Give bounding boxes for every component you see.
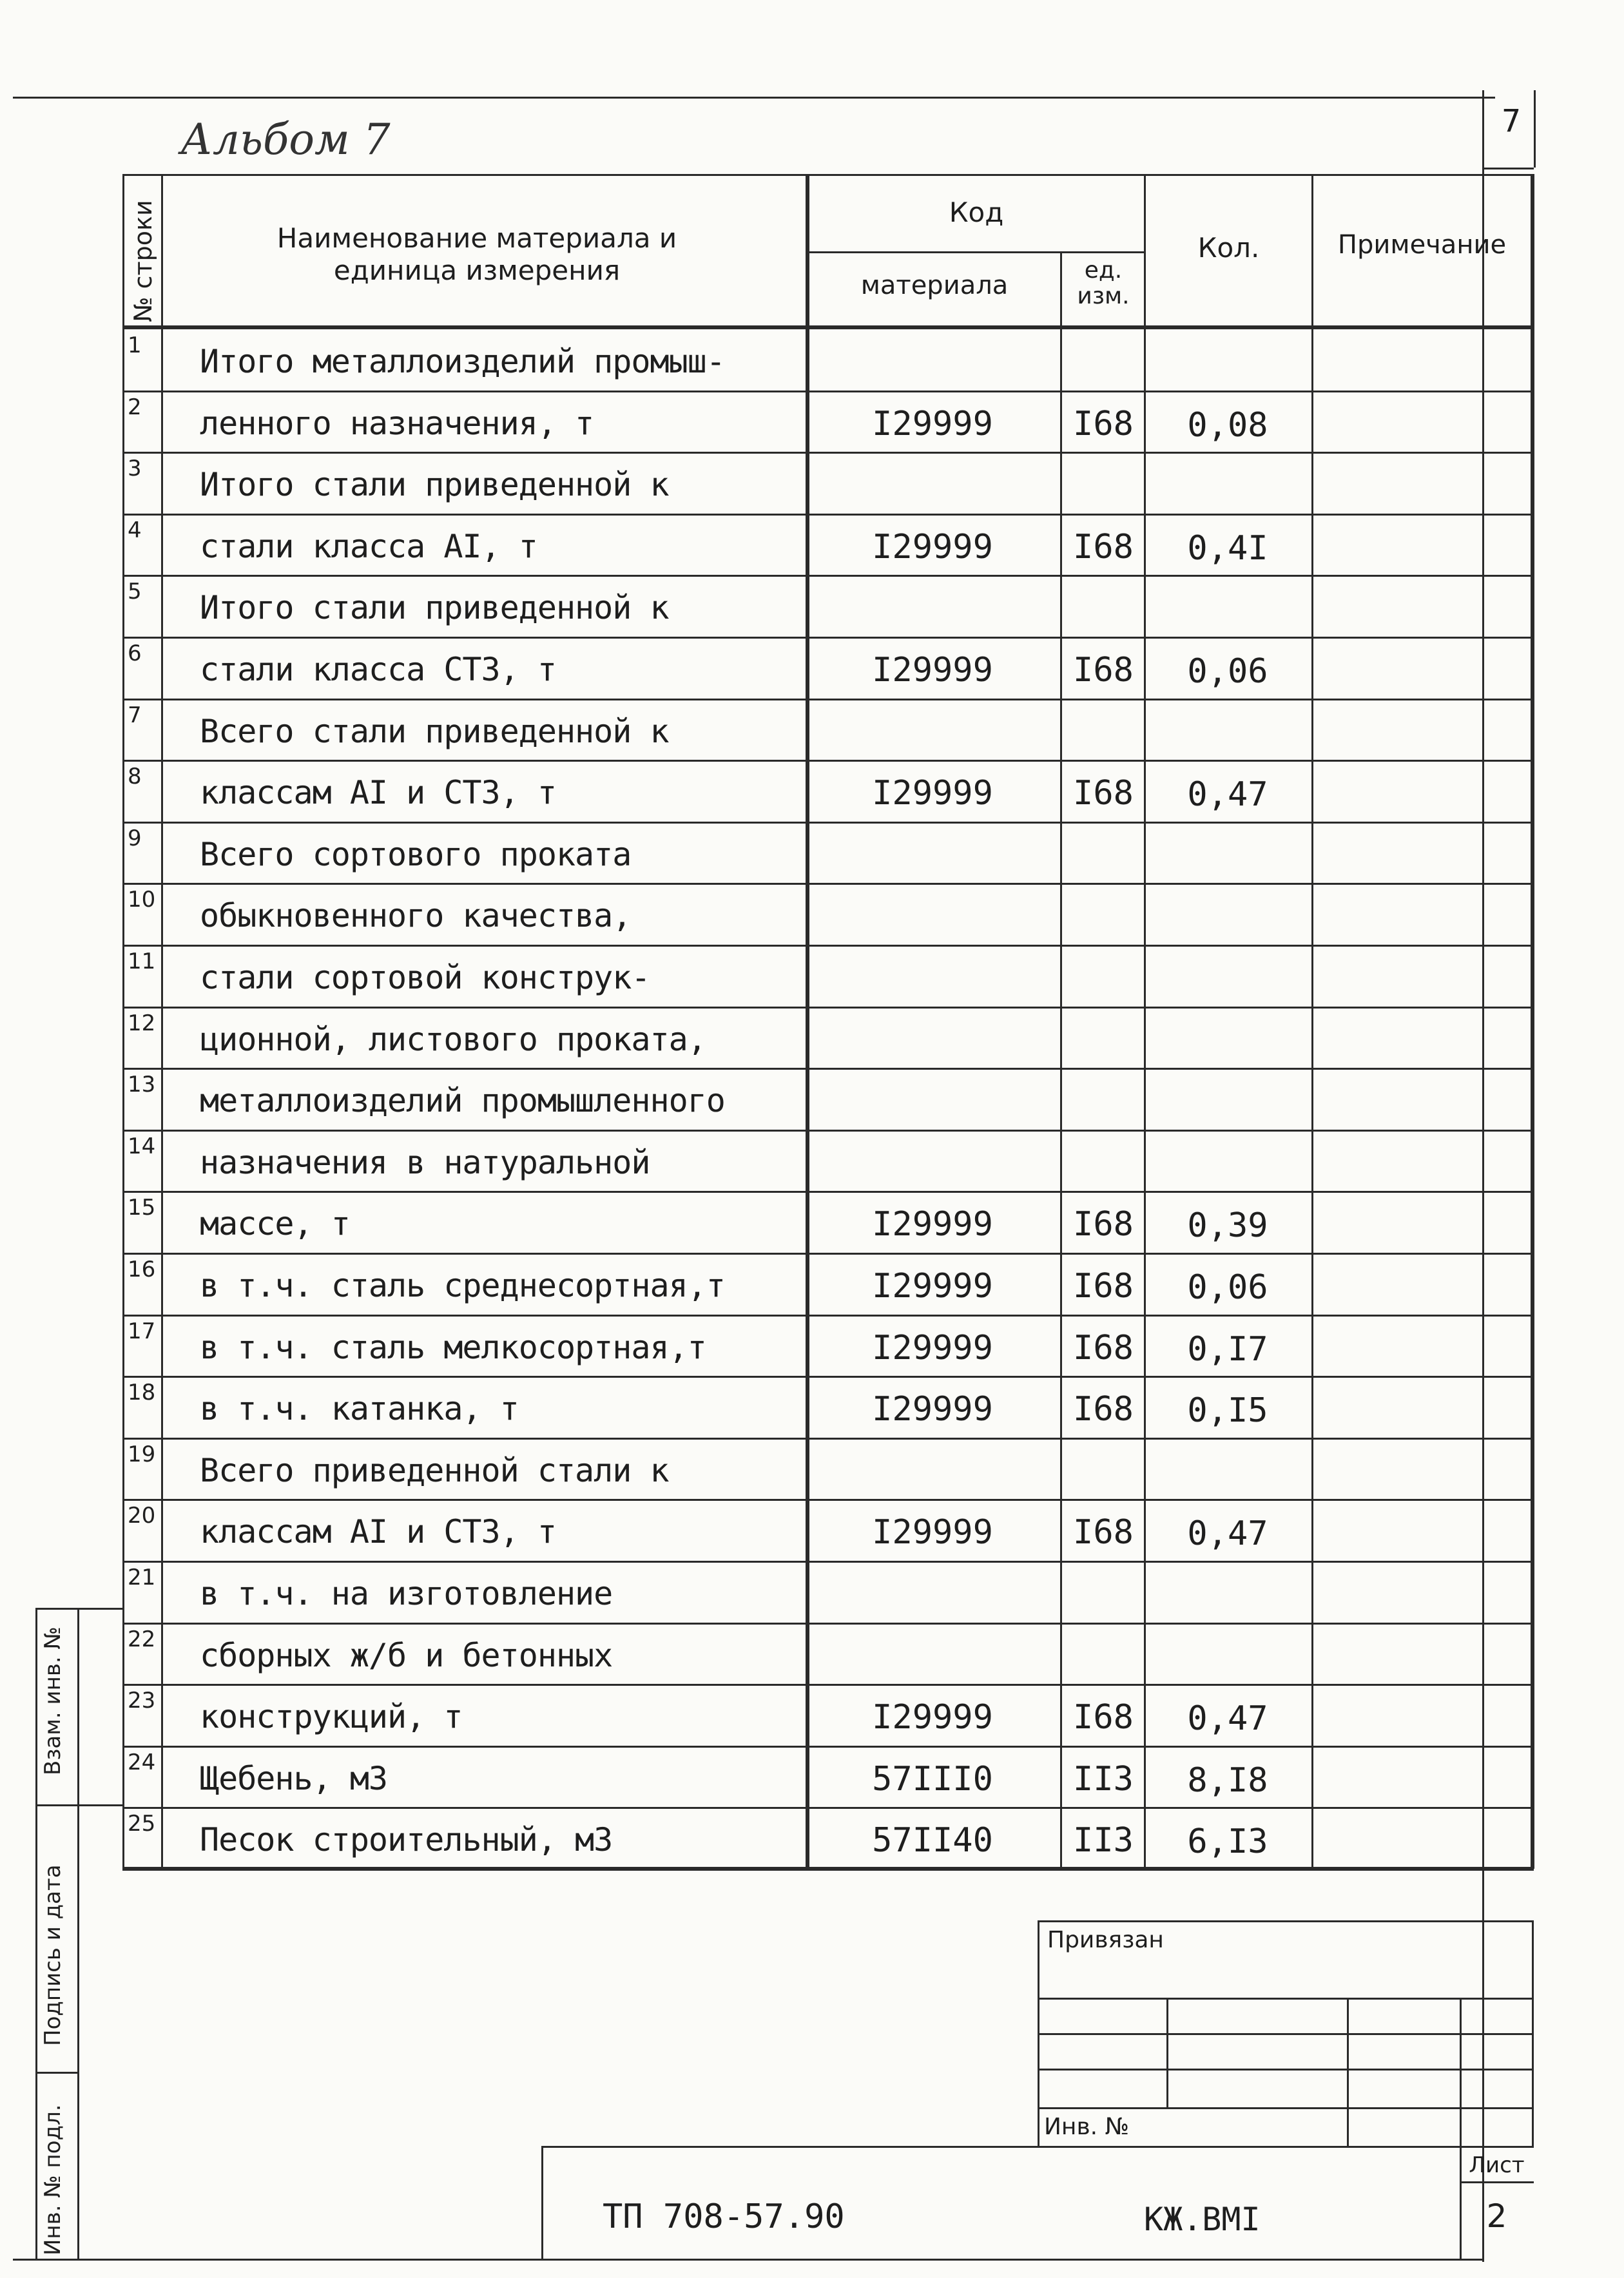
row-line bbox=[122, 452, 1534, 454]
row-material-name: Всего стали приведенной к bbox=[200, 712, 669, 750]
row-line bbox=[122, 1684, 1534, 1686]
row-material-code: I29999 bbox=[872, 404, 993, 443]
sheet-label: Лист bbox=[1469, 2152, 1525, 2178]
row-number: 23 bbox=[128, 1688, 156, 1714]
row-quantity: 0,06 bbox=[1187, 1268, 1268, 1307]
row-material-name: ленного назначения, т bbox=[200, 404, 594, 442]
header-material-code: материала bbox=[860, 271, 1009, 300]
row-number: 24 bbox=[128, 1749, 156, 1775]
row-material-code: 57II40 bbox=[872, 1821, 993, 1860]
row-material-code: I29999 bbox=[872, 1390, 993, 1429]
row-quantity: 0,4I bbox=[1187, 528, 1268, 568]
row-quantity: 0,06 bbox=[1187, 652, 1268, 691]
row-number: 9 bbox=[128, 825, 142, 851]
row-quantity: 0,I7 bbox=[1187, 1329, 1268, 1369]
row-material-name: Песок строительный, м3 bbox=[200, 1821, 613, 1859]
row-line bbox=[122, 1561, 1534, 1563]
row-unit: I68 bbox=[1073, 1698, 1134, 1737]
row-line bbox=[122, 1746, 1534, 1748]
row-material-code: I29999 bbox=[872, 774, 993, 813]
row-material-code: I29999 bbox=[872, 1267, 993, 1306]
row-material-code: I29999 bbox=[872, 1328, 993, 1367]
row-line bbox=[122, 1376, 1534, 1378]
row-line bbox=[122, 883, 1534, 885]
attached-label: Привязан bbox=[1047, 1927, 1164, 1953]
row-material-code: 57III0 bbox=[872, 1759, 993, 1799]
row-number: 7 bbox=[128, 702, 142, 728]
row-number: 14 bbox=[128, 1133, 156, 1159]
row-number: 18 bbox=[128, 1380, 156, 1406]
row-material-name: металлоизделий промышленного bbox=[200, 1082, 725, 1120]
row-line bbox=[122, 514, 1534, 516]
row-number: 4 bbox=[128, 517, 142, 543]
row-number: 17 bbox=[128, 1318, 156, 1344]
col-line-qty bbox=[1311, 174, 1313, 1869]
row-number: 8 bbox=[128, 764, 142, 790]
row-line bbox=[122, 699, 1534, 700]
row-material-name: сборных ж/б и бетонных bbox=[200, 1636, 613, 1674]
row-number: 1 bbox=[128, 333, 142, 358]
side-stamp-line-1 bbox=[35, 1608, 122, 1610]
row-material-code: I29999 bbox=[872, 527, 993, 566]
row-unit: II3 bbox=[1073, 1759, 1134, 1799]
row-quantity: 8,I8 bbox=[1187, 1761, 1268, 1800]
row-line bbox=[122, 575, 1534, 577]
page-number-top: 7 bbox=[1501, 103, 1522, 139]
row-material-name: обыкновенного качества, bbox=[200, 897, 632, 935]
row-material-name: классам AI и СТ3, т bbox=[200, 1513, 556, 1551]
row-quantity: 0,08 bbox=[1187, 405, 1268, 445]
row-line bbox=[122, 1191, 1534, 1193]
stamp-top-line bbox=[541, 2146, 1534, 2148]
row-line bbox=[122, 822, 1534, 824]
page-number-box-bottom bbox=[1482, 168, 1534, 169]
stamp-sheet-line bbox=[1460, 2181, 1534, 2183]
row-material-name: ционной, листового проката, bbox=[200, 1020, 706, 1058]
row-material-code: I29999 bbox=[872, 651, 993, 690]
row-material-name: массе, т bbox=[200, 1205, 350, 1243]
row-line bbox=[122, 1499, 1534, 1501]
row-material-name: Всего приведенной стали к bbox=[200, 1451, 669, 1489]
row-line bbox=[122, 1623, 1534, 1625]
row-quantity: 0,I5 bbox=[1187, 1391, 1268, 1431]
frame-top-line bbox=[13, 97, 1495, 99]
row-number: 3 bbox=[128, 456, 142, 482]
sheet-number: 2 bbox=[1486, 2197, 1507, 2235]
row-material-name: конструкций, т bbox=[200, 1698, 463, 1736]
row-material-name: Итого стали приведенной к bbox=[200, 589, 669, 627]
row-material-name: классам AI и СТ3, т bbox=[200, 774, 556, 812]
row-line bbox=[122, 1068, 1534, 1070]
frame-bottom-line bbox=[13, 2259, 1484, 2261]
header-row-no: № строки bbox=[129, 200, 157, 322]
row-material-name: назначения в натуральной bbox=[200, 1143, 650, 1181]
row-material-name: Щебень, м3 bbox=[200, 1759, 388, 1797]
project-code: ТП 708-57.90 bbox=[603, 2197, 845, 2236]
row-number: 25 bbox=[128, 1811, 156, 1837]
row-material-name: в т.ч. сталь среднесортная,т bbox=[200, 1267, 725, 1304]
row-line bbox=[122, 637, 1534, 639]
row-line bbox=[122, 760, 1534, 762]
table-bottom-line bbox=[122, 1869, 1534, 1871]
code-subheader-line bbox=[806, 251, 1144, 253]
row-number: 13 bbox=[128, 1072, 156, 1098]
row-number: 5 bbox=[128, 579, 142, 605]
header-code: Код bbox=[949, 197, 1004, 228]
col-line-note bbox=[1531, 174, 1534, 1869]
row-unit: I68 bbox=[1073, 1513, 1134, 1552]
row-line bbox=[122, 1130, 1534, 1132]
row-material-code: I29999 bbox=[872, 1698, 993, 1737]
row-number: 10 bbox=[128, 887, 156, 913]
row-line bbox=[122, 1315, 1534, 1317]
row-material-name: стали сортовой конструк- bbox=[200, 959, 650, 996]
inv-no-label: Инв. № bbox=[1044, 2114, 1130, 2140]
row-quantity: 0,39 bbox=[1187, 1206, 1268, 1246]
side-inv-no-orig: Инв. № подл. bbox=[40, 2104, 66, 2255]
row-quantity: 0,47 bbox=[1187, 1699, 1268, 1739]
side-stamp-line-2 bbox=[35, 1804, 122, 1806]
side-stamp-outer bbox=[35, 1608, 37, 2259]
attached-col-3 bbox=[1460, 1998, 1462, 2146]
row-number: 22 bbox=[128, 1626, 156, 1652]
row-unit: I68 bbox=[1073, 1328, 1134, 1367]
header-bottom-line bbox=[122, 325, 1534, 329]
row-unit: I68 bbox=[1073, 527, 1134, 566]
side-stamp-inner bbox=[77, 1608, 79, 2259]
row-material-code: I29999 bbox=[872, 1205, 993, 1244]
row-line bbox=[122, 1438, 1534, 1440]
row-line bbox=[122, 1007, 1534, 1009]
attached-col-1 bbox=[1166, 1998, 1168, 2107]
row-quantity: 0,47 bbox=[1187, 775, 1268, 815]
row-material-name: в т.ч. на изготовление bbox=[200, 1575, 613, 1612]
side-stamp-line-3 bbox=[35, 2072, 77, 2074]
header-unit: ед. изм. bbox=[1077, 257, 1130, 309]
row-unit: I68 bbox=[1073, 1390, 1134, 1429]
page-number-box-right bbox=[1534, 90, 1536, 168]
row-material-code: I29999 bbox=[872, 1513, 993, 1552]
row-number: 16 bbox=[128, 1257, 156, 1282]
row-unit: I68 bbox=[1073, 651, 1134, 690]
row-number: 2 bbox=[128, 394, 142, 420]
header-quantity: Кол. bbox=[1197, 232, 1260, 264]
row-material-name: Итого металлоизделий промыш- bbox=[200, 343, 725, 380]
row-number: 12 bbox=[128, 1010, 156, 1036]
document-code: КЖ.ВМI bbox=[1144, 2201, 1261, 2238]
row-line bbox=[122, 1253, 1534, 1255]
row-line bbox=[122, 945, 1534, 947]
row-line bbox=[122, 1807, 1534, 1809]
row-material-name: стали класса СТ3, т bbox=[200, 651, 556, 688]
attached-col-2 bbox=[1347, 1998, 1349, 2146]
stamp-left-line bbox=[541, 2146, 543, 2261]
row-quantity: 0,47 bbox=[1187, 1514, 1268, 1554]
row-number: 20 bbox=[128, 1503, 156, 1529]
row-number: 19 bbox=[128, 1441, 156, 1467]
row-number: 6 bbox=[128, 641, 142, 666]
row-material-name: Итого стали приведенной к bbox=[200, 466, 669, 504]
col-line-code bbox=[1060, 251, 1062, 1869]
row-unit: II3 bbox=[1073, 1821, 1134, 1860]
row-unit: I68 bbox=[1073, 1267, 1134, 1306]
page-number-box-left bbox=[1482, 90, 1484, 168]
header-material-name: Наименование материала и единица измерения bbox=[276, 222, 677, 286]
row-unit: I68 bbox=[1073, 404, 1134, 443]
row-material-name: Всего сортового проката bbox=[200, 835, 632, 873]
album-label: Альбом 7 bbox=[180, 115, 391, 164]
row-number: 11 bbox=[128, 949, 156, 974]
side-signature-date: Подпись и дата bbox=[40, 1864, 66, 2046]
row-number: 15 bbox=[128, 1195, 156, 1221]
side-replace-inv: Взам. инв. № bbox=[40, 1626, 66, 1775]
row-number: 21 bbox=[128, 1565, 156, 1590]
header-note: Примечание bbox=[1337, 230, 1507, 260]
row-unit: I68 bbox=[1073, 1205, 1134, 1244]
row-material-name: стали класса AI, т bbox=[200, 527, 537, 565]
row-line bbox=[122, 391, 1534, 392]
row-unit: I68 bbox=[1073, 774, 1134, 813]
col-line-rowno bbox=[161, 174, 163, 1869]
row-material-name: в т.ч. катанка, т bbox=[200, 1390, 519, 1428]
row-material-name: в т.ч. сталь мелкосортная,т bbox=[200, 1328, 706, 1366]
row-quantity: 6,I3 bbox=[1187, 1822, 1268, 1862]
